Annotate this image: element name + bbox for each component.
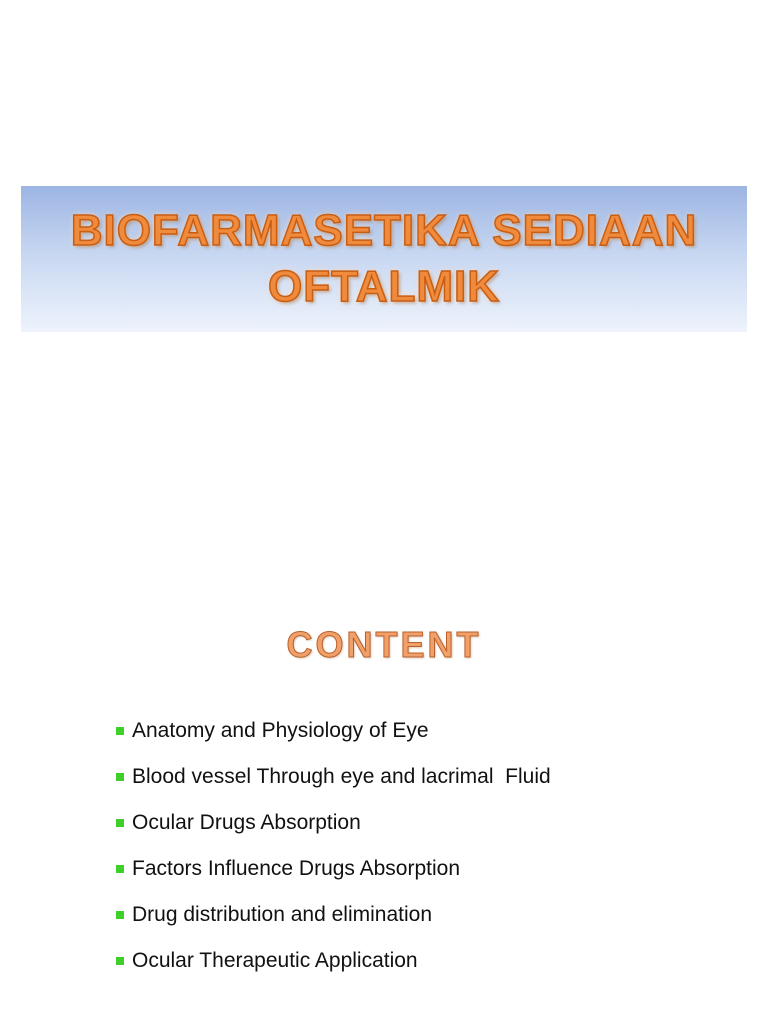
list-item-text: Blood vessel Through eye and lacrimal Fluid bbox=[132, 765, 551, 788]
square-bullet-icon bbox=[116, 727, 124, 735]
main-title bbox=[71, 203, 698, 315]
content-list bbox=[116, 708, 551, 984]
square-bullet-icon bbox=[116, 911, 124, 919]
square-bullet-icon bbox=[116, 773, 124, 781]
list-item bbox=[116, 892, 551, 938]
square-bullet-icon bbox=[116, 865, 124, 873]
list-item-text: Ocular Therapeutic Application bbox=[132, 949, 418, 972]
list-item bbox=[116, 708, 551, 754]
list-item-text: Ocular Drugs Absorption bbox=[132, 811, 361, 834]
list-item-text: Anatomy and Physiology of Eye bbox=[132, 719, 429, 742]
title-banner bbox=[21, 186, 747, 332]
list-item bbox=[116, 800, 551, 846]
square-bullet-icon bbox=[116, 819, 124, 827]
square-bullet-icon bbox=[116, 957, 124, 965]
main-title-line-1: BIOFARMASETIKA SEDIAAN bbox=[70, 206, 698, 255]
list-item-text: Factors Influence Drugs Absorption bbox=[132, 857, 461, 880]
list-item bbox=[116, 938, 551, 984]
content-slide bbox=[0, 512, 768, 1024]
main-title-line-2: OFTALMIK bbox=[267, 262, 501, 311]
list-item-text: Drug distribution and elimination bbox=[132, 903, 432, 926]
list-item bbox=[116, 754, 551, 800]
list-item bbox=[116, 846, 551, 892]
content-heading: CONTENT bbox=[286, 624, 482, 665]
